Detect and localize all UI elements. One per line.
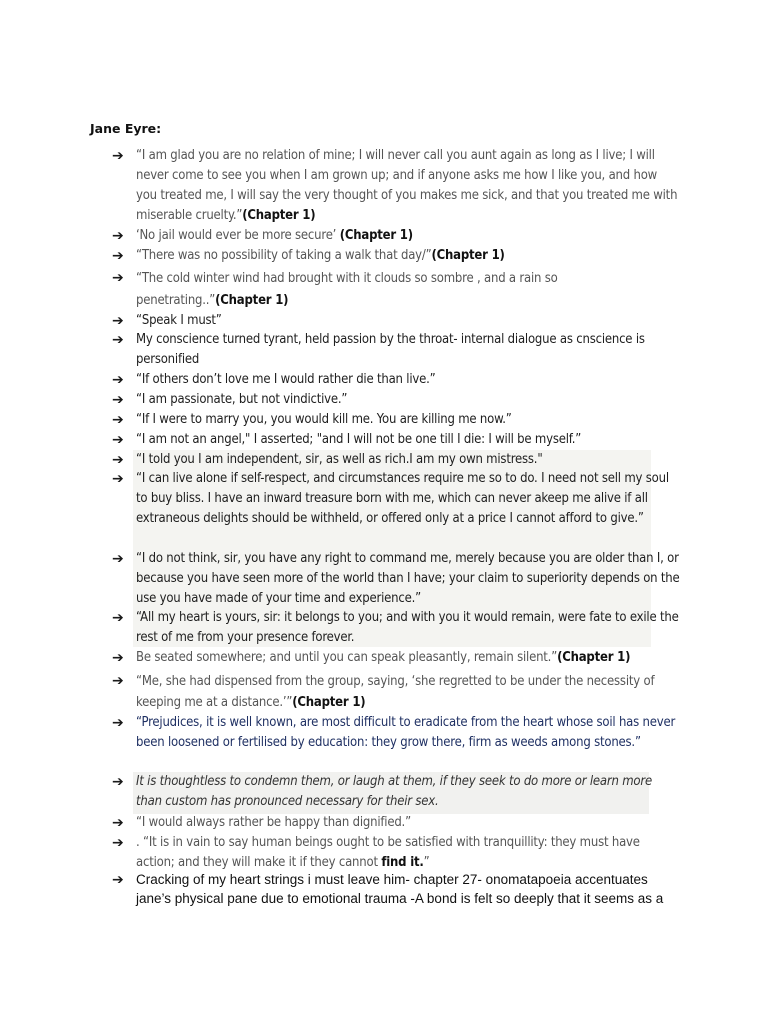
quote-text: Cracking of my heart strings i must leave him- chapter 27- onomatapoeia accentuates jane’s physical pane due to emotional trauma -A bond is felt so deeply that it seems as a bbox=[136, 872, 664, 906]
arrow-icon: ➔ bbox=[112, 372, 124, 388]
arrow-icon: ➔ bbox=[112, 715, 124, 731]
arrow-icon: ➔ bbox=[112, 313, 124, 329]
quote-text: “I am glad you are no relation of mine; I will never call you aunt again as long as I live; I will never come to see you when I am grown up; and if anyone asks me how I like you, and how you treated me, I will say the very thought of you makes me sick, and that you treated me with miserable cruelty.”(Chapter 1) bbox=[136, 148, 678, 223]
arrow-icon: ➔ bbox=[112, 228, 124, 244]
arrow-icon: ➔ bbox=[112, 835, 124, 851]
arrow-icon: ➔ bbox=[112, 270, 124, 286]
arrow-icon: ➔ bbox=[112, 412, 124, 428]
quote-text: “I told you I am independent, sir, as well as rich.I am my own mistress." bbox=[136, 452, 543, 467]
quote-text: “If others don’t love me I would rather die than live.” bbox=[136, 372, 436, 387]
arrow-icon: ➔ bbox=[112, 248, 124, 264]
quote-text: “There was no possibility of taking a walk that day/”(Chapter 1) bbox=[136, 248, 505, 263]
quote-text: “I do not think, sir, you have any right to command me, merely because you are older than I, or because you have seen more of the world than I have; your claim to superiority depends on the use you have made of your time and experience.” bbox=[136, 551, 680, 606]
quote-text: . “It is in vain to say human beings ought to be satisfied with tranquillity: they must have action; and they will make it if they cannot find it.” bbox=[136, 835, 640, 870]
quote-text: “If I were to marry you, you would kill me. You are killing me now.” bbox=[136, 412, 512, 427]
quote-text: “I am passionate, but not vindictive.” bbox=[136, 392, 348, 407]
quote-text: ‘No jail would ever be more secure’ (Chapter 1) bbox=[136, 228, 413, 243]
arrow-icon: ➔ bbox=[112, 815, 124, 831]
quote-text: My conscience turned tyrant, held passion by the throat- internal dialogue as cnscience is personified bbox=[136, 332, 645, 367]
arrow-icon: ➔ bbox=[112, 650, 124, 666]
arrow-icon: ➔ bbox=[112, 148, 124, 164]
quote-text: “Speak I must” bbox=[136, 313, 222, 328]
quote-text: “Prejudices, it is well known, are most difficult to eradicate from the heart whose soil has never been loosened or fertilised by education: they grow there, firm as weeds among stones.” bbox=[136, 715, 676, 750]
quote-text: It is thoughtless to condemn them, or laugh at them, if they seek to do more or learn more than custom has pronounced necessary for their sex. bbox=[136, 774, 652, 809]
quote-text: Be seated somewhere; and until you can speak pleasantly, remain silent.”(Chapter 1) bbox=[136, 650, 631, 665]
arrow-icon: ➔ bbox=[112, 872, 124, 888]
arrow-icon: ➔ bbox=[112, 432, 124, 448]
arrow-icon: ➔ bbox=[112, 332, 124, 348]
quote-text: “The cold winter wind had brought with it clouds so sombre , and a rain so penetrating..”(Chapter 1) bbox=[136, 271, 558, 308]
quote-text: “I am not an angel," I asserted; "and I will not be one till I die: I will be myself.” bbox=[136, 432, 582, 447]
quote-text: “I would always rather be happy than dignified.” bbox=[136, 815, 411, 830]
arrow-icon: ➔ bbox=[112, 774, 124, 790]
arrow-icon: ➔ bbox=[112, 673, 124, 689]
quote-text: “All my heart is yours, sir: it belongs to you; and with you it would remain, were fate to exile the rest of me from your presence forever. bbox=[136, 610, 679, 645]
arrow-icon: ➔ bbox=[112, 471, 124, 487]
arrow-icon: ➔ bbox=[112, 551, 124, 567]
page-title: Jane Eyre: bbox=[90, 121, 162, 136]
arrow-icon: ➔ bbox=[112, 392, 124, 408]
arrow-icon: ➔ bbox=[112, 452, 124, 468]
quote-text: “Me, she had dispensed from the group, saying, ‘she regretted to be under the necessity of keeping me at a distance.’”(Chapter 1) bbox=[136, 674, 655, 710]
arrow-icon: ➔ bbox=[112, 610, 124, 626]
quote-text: “I can live alone if self-respect, and circumstances require me so to do. I need not sell my soul to buy bliss. I have an inward treasure born with me, which can never akeep me alive if all extraneous delights should be withheld, or offered only at a price I cannot afford to give.” bbox=[136, 471, 669, 526]
